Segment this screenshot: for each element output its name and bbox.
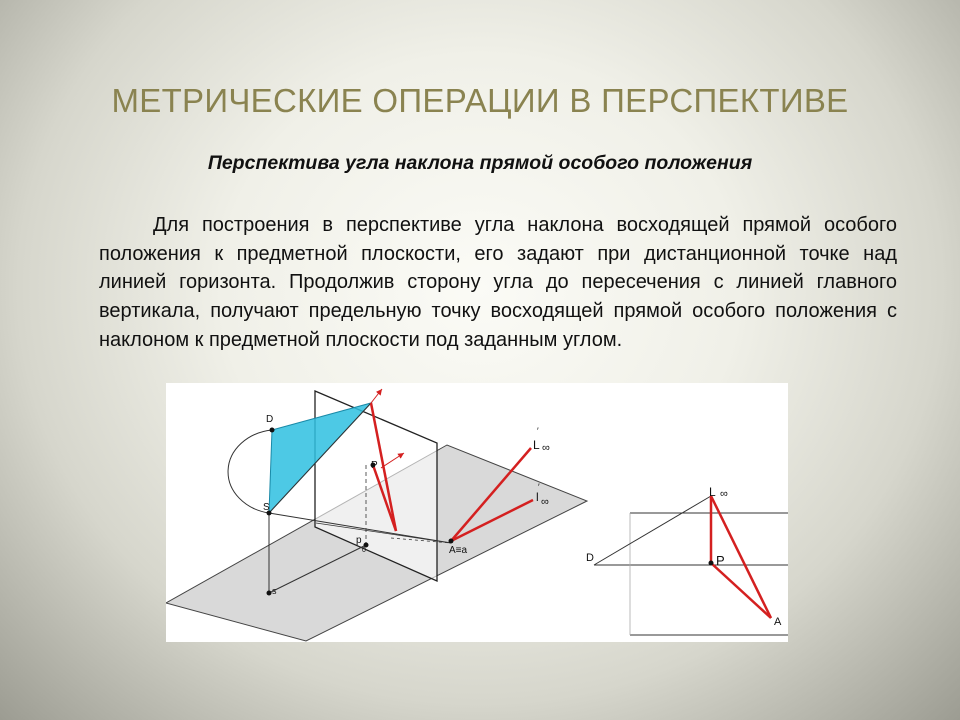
perspective-figure [166, 383, 788, 642]
body-paragraph: Для построения в перспективе угла наклона восходящей прямой особого положения к предметной плоскости, его задают при дистанционной точке над линией горизонта. Продолжив сторону угла до пересечения с линией главного вертикала, получают предельную точку восходящей прямой особого положения с наклоном к предметной плоскости под заданным углом. [99, 214, 897, 351]
label-s: s [272, 586, 277, 596]
label-L-inf: ∞ [542, 442, 550, 454]
label-p0: p [356, 535, 362, 546]
point-A [449, 539, 454, 544]
slide-subtitle: Перспектива угла наклона прямой особого положения [207, 152, 753, 174]
label-L-right: L [709, 485, 716, 499]
label-P: P [371, 460, 378, 471]
label-A: A≡a [449, 545, 468, 556]
label-l-inf: ∞ [541, 496, 549, 508]
label-D-right: D [586, 552, 594, 564]
point-D [270, 428, 275, 433]
point-s [267, 591, 272, 596]
label-L-inf-right: ∞ [720, 488, 728, 500]
rotation-arc [228, 430, 272, 513]
label-p0-sub: 0 [362, 547, 366, 554]
red-line [371, 389, 382, 403]
label-l: l [536, 490, 539, 504]
label-P-right: P [716, 553, 725, 568]
label-l-prime: ′ [538, 482, 540, 492]
label-L-prime: ′ [537, 426, 539, 436]
label-S: S [263, 502, 270, 513]
d-to-l-line [594, 496, 711, 565]
right-diagram [586, 485, 788, 635]
slide-title: МЕТРИЧЕСКИЕ ОПЕРАЦИИ В ПЕРСПЕКТИВЕ [111, 82, 849, 119]
red-line-p-a [711, 563, 771, 618]
figure-svg [166, 383, 788, 642]
label-A-right: A [774, 616, 782, 628]
label-D: D [266, 414, 274, 425]
label-L: L [533, 438, 540, 452]
point-P-right [709, 561, 714, 566]
left-diagram [166, 389, 587, 641]
